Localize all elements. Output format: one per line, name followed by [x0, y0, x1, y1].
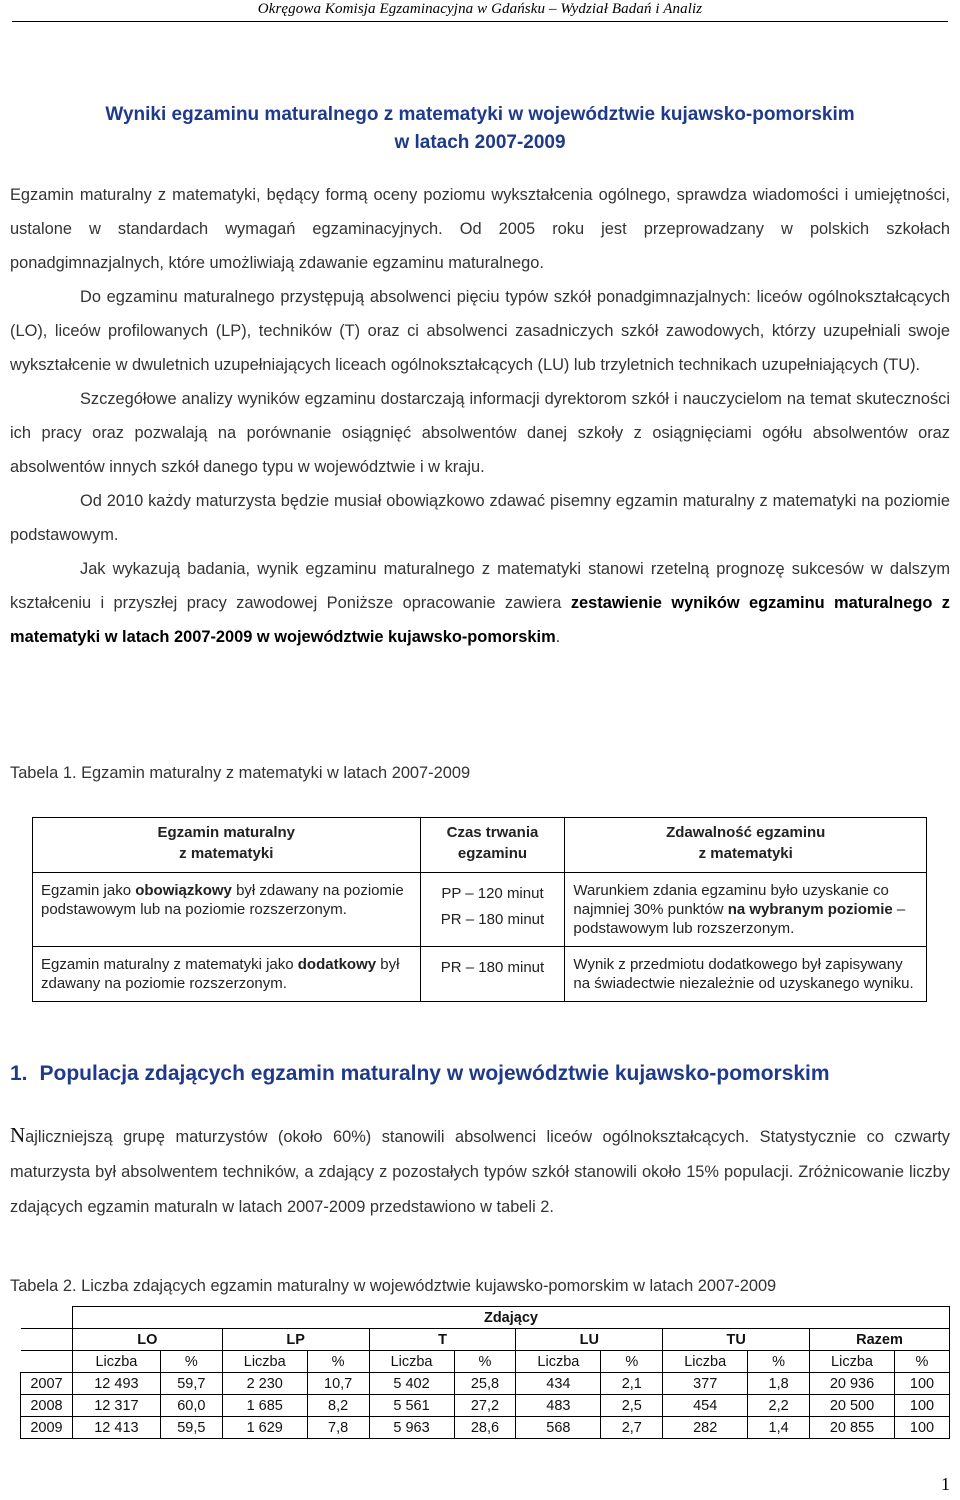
table2-cell: 377 [663, 1373, 748, 1395]
table2-sub-pct: % [748, 1351, 810, 1373]
population-table [20, 1306, 950, 1439]
table2-sub-liczba: Liczba [810, 1351, 895, 1373]
page-number: 1 [941, 1474, 950, 1494]
table2-cell: 282 [663, 1417, 748, 1439]
table2-cell: 100 [894, 1417, 949, 1439]
table1-header-duration: Czas trwania egzaminu [420, 818, 565, 873]
table2-cell: 5 963 [369, 1417, 454, 1439]
intro-paragraph-2: Do egzaminu maturalnego przystępują absolwenci pięciu typów szkół ponadgimnazjalnych: liceów ogólnokształcących (LO), liceów profilowanych (LP), techników (T) oraz ci absolwenci zasadniczych szkół zawodowych, którzy uzupełniali swoje wykształcenie w dwuletnich uzupełniających liceach ogólnokształcących (LU) lub trzyletnich technikach uzupełniających (TU). [10, 288, 950, 374]
table2-year: 2009 [21, 1417, 73, 1439]
table2-cell: 2,1 [601, 1373, 663, 1395]
section-paragraph [10, 1118, 950, 1225]
table2-cell: 5 561 [369, 1395, 454, 1417]
table2-cell: 8,2 [307, 1395, 369, 1417]
table2-corner [21, 1351, 73, 1373]
table2-cell: 25,8 [454, 1373, 516, 1395]
intro-p5-bold: zestawienie wyników egzaminu maturalnego z matematyki w latach 2007-2009 w województwie kujawsko-pomorskim [10, 594, 950, 646]
table1-header-exam: Egzamin maturalny z matematyki [33, 818, 421, 873]
table1-cell-mandatory-pass: Warunkiem zdania egzaminu było uzyskanie co najmniej 30% punktów na wybranym poziomie – podstawowym lub rozszerzonym. [565, 873, 927, 947]
table2-cell: 20 500 [810, 1395, 895, 1417]
table2-sub-liczba: Liczba [72, 1351, 160, 1373]
table2-cell: 2,2 [748, 1395, 810, 1417]
header-rule [12, 21, 948, 22]
table2-cell: 1,8 [748, 1373, 810, 1395]
table2-cell: 1,4 [748, 1417, 810, 1439]
table2-sub-pct: % [601, 1351, 663, 1373]
intro-p5-start: Jak wykazują badania, wynik egzaminu maturalnego z matematyki stanowi rzetelną prognozę sukcesów w dalszym kształceniu i przyszłej pracy zawodowej Poniższe opracowanie zawiera [10, 560, 950, 612]
table2-cell: 20 936 [810, 1373, 895, 1395]
table2-sub-liczba: Liczba [516, 1351, 601, 1373]
table2-year: 2007 [21, 1373, 73, 1395]
table2-cell: 12 493 [72, 1373, 160, 1395]
intro-p5-end: . [555, 628, 561, 646]
table-row [33, 873, 927, 947]
table2-cell: 10,7 [307, 1373, 369, 1395]
intro-paragraph-1: Egzamin maturalny z matematyki, będący formą oceny poziomu wykształcenia ogólnego, sprawdza wiadomości i umiejętności, ustalone w standardach wymagań egzaminacyjnych. Od 2005 roku jest przeprowadzany w polskich szkołach ponadgimnazjalnych, które umożliwiają zdawanie egzaminu maturalnego. [10, 186, 950, 272]
table2-cell: 1 629 [222, 1417, 307, 1439]
table2-cell: 2,7 [601, 1417, 663, 1439]
table-row [21, 1373, 950, 1395]
table2-year: 2008 [21, 1395, 73, 1417]
table2-sub-liczba: Liczba [222, 1351, 307, 1373]
table2-cell: 434 [516, 1373, 601, 1395]
table2-group-lu: LU [516, 1329, 663, 1351]
table2-sub-pct: % [307, 1351, 369, 1373]
table2-cell: 59,7 [160, 1373, 222, 1395]
table2-group-t: T [369, 1329, 516, 1351]
table2-cell: 20 855 [810, 1417, 895, 1439]
table2-group-header-row [21, 1329, 950, 1351]
table2-group-tu: TU [663, 1329, 810, 1351]
table2-sub-pct: % [894, 1351, 949, 1373]
document-title [10, 101, 950, 157]
table2-cell: 100 [894, 1373, 949, 1395]
table2-cell: 454 [663, 1395, 748, 1417]
intro-paragraph-4: Od 2010 każdy maturzysta będzie musiał obowiązkowo zdawać pisemny egzamin maturalny z matematyki na poziomie podstawowym. [10, 492, 950, 544]
table1-cell-mandatory-exam: Egzamin jako obowiązkowy był zdawany na poziomie podstawowym lub na poziomie rozszerzonym. [33, 873, 421, 947]
title-line-1: Wyniki egzaminu maturalnego z matematyki w województwie kujawsko-pomorskim [105, 104, 855, 125]
intro-paragraph-5 [10, 552, 950, 654]
table2-cell: 1 685 [222, 1395, 307, 1417]
section-heading [10, 1062, 830, 1086]
table2-cell: 12 413 [72, 1417, 160, 1439]
table2-sub-liczba: Liczba [369, 1351, 454, 1373]
section-number: 1. [10, 1062, 28, 1085]
exam-info-table [32, 817, 927, 1002]
table2-corner [21, 1307, 73, 1329]
table2-cell: 483 [516, 1395, 601, 1417]
table1-header-row [33, 818, 927, 873]
table2-cell: 5 402 [369, 1373, 454, 1395]
table1-cell-additional-exam: Egzamin maturalny z matematyki jako dodatkowy był zdawany na poziomie rozszerzonym. [33, 947, 421, 1002]
table1-cell-mandatory-duration: PP – 120 minut PR – 180 minut [420, 873, 565, 947]
table2-cell: 2,5 [601, 1395, 663, 1417]
table2-cell: 100 [894, 1395, 949, 1417]
table2-group-razem: Razem [810, 1329, 950, 1351]
table2-cell: 2 230 [222, 1373, 307, 1395]
table2-caption: Tabela 2. Liczba zdających egzamin maturalny w województwie kujawsko-pomorskim w latach 2007-2009 [10, 1277, 777, 1295]
section-text [10, 1118, 950, 1225]
table2-cell: 568 [516, 1417, 601, 1439]
table2-cell: 27,2 [454, 1395, 516, 1417]
table2-cell: 28,6 [454, 1417, 516, 1439]
table-row [21, 1417, 950, 1439]
table1-caption: Tabela 1. Egzamin maturalny z matematyki w latach 2007-2009 [10, 764, 471, 782]
table-row [21, 1395, 950, 1417]
title-line-2: w latach 2007-2009 [394, 132, 566, 153]
table2-cell: 12 317 [72, 1395, 160, 1417]
table1-cell-additional-duration: PR – 180 minut [420, 947, 565, 1002]
table2-cell: 60,0 [160, 1395, 222, 1417]
table2-top-header: Zdający [72, 1307, 949, 1329]
drop-letter: N [10, 1123, 26, 1147]
table2-sub-pct: % [160, 1351, 222, 1373]
section-title: Populacja zdających egzamin maturalny w województwie kujawsko-pomorskim [39, 1062, 830, 1085]
table2-cell: 7,8 [307, 1417, 369, 1439]
table1-header-pass: Zdawalność egzaminu z matematyki [565, 818, 927, 873]
table1-cell-additional-pass: Wynik z przedmiotu dodatkowego był zapisywany na świadectwie niezależnie od uzyskanego wyniku. [565, 947, 927, 1002]
table-row [33, 947, 927, 1002]
intro-text [10, 178, 950, 654]
section-paragraph-rest: ajliczniejszą grupę maturzystów (około 60%) stanowili absolwenci liceów ogólnokształcących. Statystycznie co czwarty maturzysta był absolwentem techników, a zdający z pozostałych typów szkół stanowili około 15% populacji. Zróżnicowanie liczby zdających egzamin maturaln w latach 2007-2009 przedstawiono w tabeli 2. [10, 1128, 950, 1216]
table2-group-lp: LP [222, 1329, 369, 1351]
intro-paragraph-3: Szczegółowe analizy wyników egzaminu dostarczają informacji dyrektorom szkół i nauczycielom na temat skuteczności ich pracy oraz pozwalają na porównanie osiągnięć absolwentów danej szkoły z osiągnięciami ogółu absolwentów oraz absolwentów innych szkół danego typu w województwie i w kraju. [10, 390, 950, 476]
table2-group-lo: LO [72, 1329, 222, 1351]
page-header: Okręgowa Komisja Egzaminacyjna w Gdańsku – Wydział Badań i Analiz [257, 1, 703, 17]
table2-sub-liczba: Liczba [663, 1351, 748, 1373]
table2-top-header-row [21, 1307, 950, 1329]
table2-sub-pct: % [454, 1351, 516, 1373]
table2-corner [21, 1329, 73, 1351]
table2-cell: 59,5 [160, 1417, 222, 1439]
table2-sub-header-row [21, 1351, 950, 1373]
